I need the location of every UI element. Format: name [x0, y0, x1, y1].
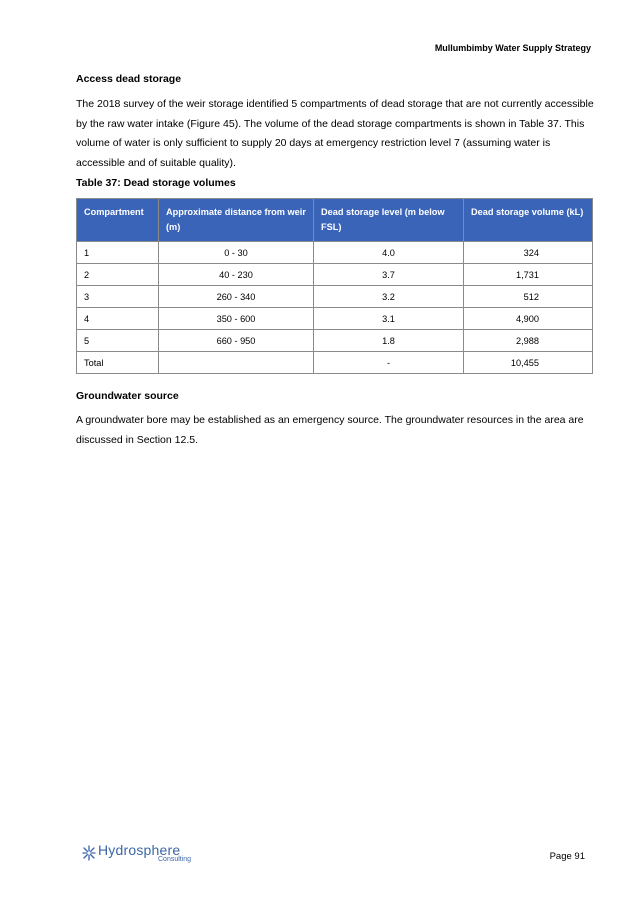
cell-distance: 660 - 950: [159, 330, 314, 352]
cell-level: 1.8: [314, 330, 464, 352]
table-row: [77, 308, 593, 330]
cell-total-volume: 10,455: [464, 352, 593, 374]
table-row: [77, 286, 593, 308]
cell-volume: 2,988: [464, 330, 593, 352]
cell-distance: 40 - 230: [159, 264, 314, 286]
page-number: Page 91: [549, 851, 585, 862]
cell-distance: 350 - 600: [159, 308, 314, 330]
cell-compartment: 3: [77, 286, 159, 308]
cell-distance: [159, 352, 314, 374]
dead-storage-table: [76, 198, 593, 374]
table-caption: Table 37: Dead storage volumes: [76, 177, 236, 189]
cell-compartment: 4: [77, 308, 159, 330]
cell-level: 3.7: [314, 264, 464, 286]
paragraph-dead-storage: The 2018 survey of the weir storage identified 5 compartments of dead storage that are not currently accessible by the raw water intake (Figure 45). The volume of the dead storage compartments is shown in Table 37. This volume of water is only sufficient to supply 20 days at emergency restriction level 7 (assuming water is accessible and of suitable quality).: [76, 98, 594, 169]
table-row: [77, 242, 593, 264]
starburst-logo-icon: [82, 844, 96, 862]
logo-subtitle: Consulting: [158, 856, 192, 863]
table-row: [77, 264, 593, 286]
cell-volume: 512: [464, 286, 593, 308]
company-logo: [82, 842, 192, 863]
cell-total-label: Total: [77, 352, 159, 374]
table-header-row: [77, 199, 593, 242]
running-header: Mullumbimby Water Supply Strategy: [434, 43, 591, 53]
cell-distance: 260 - 340: [159, 286, 314, 308]
cell-level: 3.1: [314, 308, 464, 330]
cell-volume: 1,731: [464, 264, 593, 286]
cell-compartment: 5: [77, 330, 159, 352]
cell-distance: 0 - 30: [159, 242, 314, 264]
section-heading-dead-storage: Access dead storage: [76, 73, 182, 85]
cell-volume: 324: [464, 242, 593, 264]
column-header-volume: Dead storage volume (kL): [464, 199, 593, 242]
column-header-compartment: Compartment: [77, 199, 159, 242]
column-header-distance: Approximate distance from weir (m): [159, 199, 314, 242]
cell-level: -: [314, 352, 464, 374]
cell-compartment: 2: [77, 264, 159, 286]
logo-wordmark: Hydrosphere: [98, 842, 181, 858]
paragraph-groundwater: A groundwater bore may be established as an emergency source. The groundwater resources in the area are discussed in Section 12.5.: [76, 414, 584, 446]
section-heading-groundwater: Groundwater source: [76, 390, 179, 402]
cell-level: 4.0: [314, 242, 464, 264]
cell-level: 3.2: [314, 286, 464, 308]
column-header-level: Dead storage level (m below FSL): [314, 199, 464, 242]
cell-volume: 4,900: [464, 308, 593, 330]
table-total-row: [77, 352, 593, 374]
cell-compartment: 1: [77, 242, 159, 264]
table-row: [77, 330, 593, 352]
